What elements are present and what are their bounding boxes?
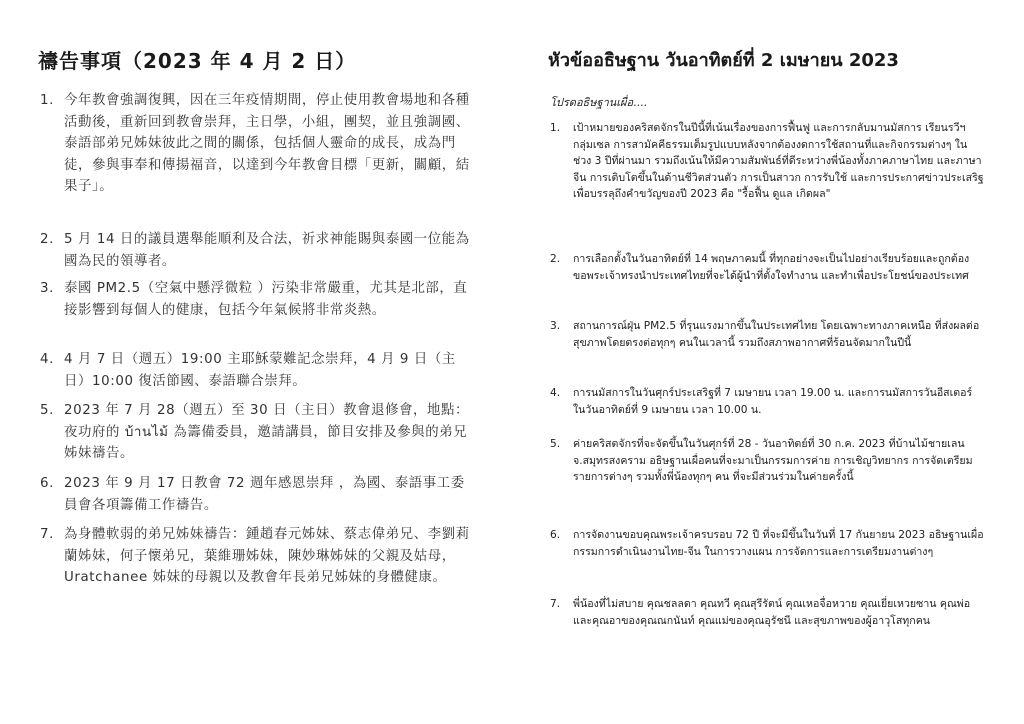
item-number: 7. [550,598,561,610]
item-number: 4. [40,352,54,367]
item-text: 今年教會強調復興，因在三年疫情期間，停止使用教會場地和各種活動後，重新回到教會崇拜，主日學，小組，團契，並且強調國、泰語部弟兄姊妹彼此之間的關係，包括個人靈命的成長，成為門徒，參與事奉和傳揚福音，以達到今年教會目標「更新，關顧，結果子」。 [64,93,470,194]
item-number: 3. [550,320,561,332]
item-number: 6. [550,529,561,541]
item-number: 2. [40,232,54,247]
item-number: 1. [550,122,561,134]
thai-item-4 [550,385,984,418]
item-text: 泰國 PM2.5（空氣中懸浮微粒 ）污染非常嚴重，尤其是北部，直接影響到每個人的健康，包括今年氣候將非常炎熱。 [64,281,468,318]
item-text: การนมัสการในวันศุกร์ประเสริฐที่ 7 เมษายน เวลา 19.00 น. และการนมัสการวันอีสเตอร์ในวันอาทิตย์ที่ 9 เมษายน เวลา 10.00 น. [573,387,973,416]
item-text: 2023 年 7 月 28（週五）至 30 日（主日）教會退修會，地點：夜功府的 บ้านไม้ 為籌備委員，邀請講員，節目安排及參與的弟兄姊妹禱告。 [64,403,470,461]
chinese-item-6 [40,473,470,516]
item-text: การเลือกตั้งในวันอาทิตย์ที่ 14 พฤษภาคมนี้ ที่ทุกอย่างจะเป็นไปอย่างเรียบร้อยและถูกต้อง ขอพระเจ้าทรงนำประเทศไทยที่จะได้ผู้นำที่ตั้งใจทำงาน และทำเพื่อประโยชน์ของประเทศ [573,253,970,282]
item-number: 6. [40,476,54,491]
item-number: 2. [550,253,561,265]
chinese-item-4 [40,349,470,392]
thai-item-2 [550,251,984,284]
thai-item-6 [550,527,984,560]
chinese-item-3 [40,278,470,321]
chinese-item-5 [40,400,470,465]
item-number: 5. [550,438,561,450]
item-number: 1. [40,93,54,108]
item-text: สถานการณ์ฝุ่น PM2.5 ที่รุนแรงมากขึ้นในประเทศไทย โดยเฉพาะทางภาคเหนือ ที่ส่งผลต่อสุขภาพโดยตรงต่อทุกๆ คนในเวลานี้ รวมถึงสภาพอากาศที่ร้อนจัดมากในปีนี้ [573,320,980,349]
item-text: 為身體軟弱的弟兄姊妹禱告：鍾趙春元姊妹、蔡志偉弟兄、李劉莉蘭姊妹，何子懷弟兄，葉維珊姊妹，陳妙琳姊妹的父親及姑母，Uratchanee 姊妹的母親以及教會年長弟兄姊妹的身體健康。 [64,527,470,585]
thai-item-1 [550,120,984,203]
item-text: 4 月 7 日（週五）19:00 主耶穌蒙難記念崇拜，4 月 9 日（主日）10:00 復活節國、泰語聯合崇拜。 [64,352,456,389]
item-text: เป้าหมายของคริสตจักรในปีนี้ที่เน้นเรื่องของการฟื้นฟู และการกลับมานมัสการ เรียนรวีฯ กลุ่มเซล การสามัคคีธรรมเต็มรูปแบบหลังจากต้องงดการใช้สถานที่และกิจกรรมต่างๆ ในช่วง 3 ปีที่ผ่านมา รวมถึงเน้นให้มีความสัมพันธ์ที่ดีระหว่างพี่น้องทั้งภาคภาษาไทย และภาษาจีน การเติบโตขึ้นในด้านชีวิตส่วนตัว การเป็นสาวก การรับใช้ และการประกาศข่าวประเสริฐ เพื่อบรรลุถึงคำขวัญของปี 2023 คือ "รื้อฟื้น ดูแล เกิดผล" [573,122,984,201]
item-number: 5. [40,403,54,418]
thai-item-7 [550,596,984,629]
item-text: ค่ายคริสตจักรที่จะจัดขึ้นในวันศุกร์ที่ 28 - วันอาทิตย์ที่ 30 ก.ค. 2023 ที่บ้านไม้ชายเลน จ.สมุทรสงคราม อธิษฐานเผื่อคนที่จะมาเป็นกรรมการค่าย การเชิญวิทยากร การจัดเตรียมรายการต่างๆ รวมทั้งพี่น้องทุกๆ คน ที่จะมีส่วนร่วมในค่ายครั้งนี้ [573,438,973,484]
item-text: การจัดงานขอบคุณพระเจ้าครบรอบ 72 ปี ที่จะมีขึ้นในวันที่ 17 กันยายน 2023 อธิษฐานเผื่อกรรมการดำเนินงานไทย-จีน ในการวางแผน การจัดการและการเตรียมงานต่างๆ [573,529,984,558]
chinese-item-7 [40,524,470,589]
thai-item-3 [550,318,984,351]
item-number: 3. [40,281,54,296]
thai-title: หัวข้ออธิษฐาน วันอาทิตย์ที่ 2 เมษายน 2023 [548,50,899,71]
item-text: พี่น้องที่ไม่สบาย คุณชลลดา คุณทวี คุณสุรีรัตน์ คุณเหอจื่อหวาย คุณเยี่ยเหวยซาน คุณพ่อและคุณอาของคุณณกนันท์ คุณแม่ของคุณอุรัชนี และสุขภาพของผู้อาวุโสทุกคน [573,598,971,627]
thai-item-5 [550,436,984,486]
chinese-item-1 [40,90,470,198]
thai-intro: โปรดอธิษฐานเผื่อ.... [550,96,648,109]
item-text: 5 月 14 日的議員選舉能順利及合法，祈求神能賜與泰國一位能為國為民的領導者。 [64,232,470,269]
item-number: 7. [40,527,54,542]
item-text: 2023 年 9 月 17 日教會 72 週年感恩崇拜 ，為國、泰語事工委員會各項籌備工作禱告。 [64,476,465,513]
chinese-item-2 [40,229,470,272]
chinese-title: 禱告事項（2023 年 4 月 2 日） [38,49,357,73]
item-number: 4. [550,387,561,399]
